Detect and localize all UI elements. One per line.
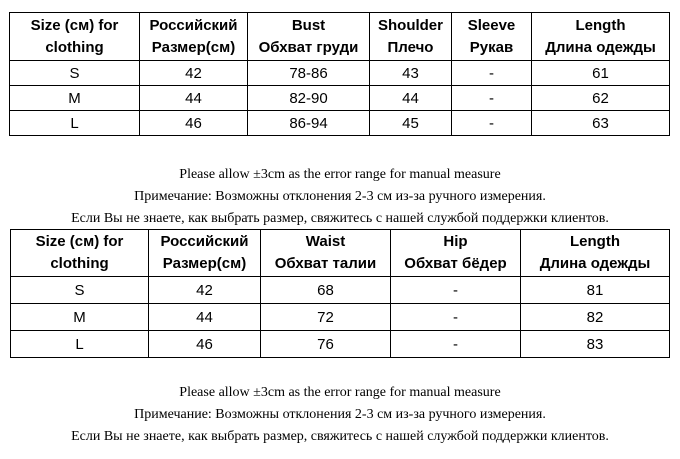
table-cell: 62 [532,86,670,111]
table-cell: S [11,277,149,304]
note-line-russian: Примечание: Возможны отклонения 2-3 см из-за ручного измерения. [134,407,546,422]
table-cell: 82-90 [248,86,370,111]
header-russian-size: Российский Размер(см) [140,13,248,61]
table-header-row [10,13,670,61]
table-cell: 44 [140,86,248,111]
table-cell: 43 [370,61,452,86]
note-line-russian: Примечание: Возможны отклонения 2-3 см из-за ручного измерения. [134,189,546,204]
table-row [10,86,670,111]
note-line-support: Если Вы не знаете, как выбрать размер, свяжитесь с нашей службой поддержки клиентов. [71,211,609,226]
table-cell: 46 [149,331,261,358]
table-cell: 82 [521,304,670,331]
table-cell: 83 [521,331,670,358]
table-cell: 44 [370,86,452,111]
table-row [11,277,670,304]
table-row [11,304,670,331]
header-length: Length Длина одежды [521,230,670,277]
table-cell: - [391,304,521,331]
table-cell: 86-94 [248,111,370,136]
measurement-note-bottom [0,382,680,448]
header-russian-size: Российский Размер(см) [149,230,261,277]
table-cell: 45 [370,111,452,136]
table-cell: 42 [149,277,261,304]
note-line-english: Please allow ±3cm as the error range for manual measure [179,385,501,400]
table-cell: 81 [521,277,670,304]
table-cell: 61 [532,61,670,86]
note-line-english: Please allow ±3cm as the error range for manual measure [179,167,501,182]
table-row [10,111,670,136]
header-shoulder: Shoulder Плечо [370,13,452,61]
table-cell: - [452,86,532,111]
table-cell: M [11,304,149,331]
header-bust: Bust Обхват груди [248,13,370,61]
header-hip: Hip Обхват бёдер [391,230,521,277]
table-cell: - [391,277,521,304]
table-header-row [11,230,670,277]
table-cell: - [452,61,532,86]
note-line-support: Если Вы не знаете, как выбрать размер, свяжитесь с нашей службой поддержки клиентов. [71,429,609,444]
table-cell: 78-86 [248,61,370,86]
table-cell: 42 [140,61,248,86]
size-table-top [9,12,670,136]
size-table-bottom [10,229,670,358]
table-row [11,331,670,358]
table-cell: L [10,111,140,136]
table-cell: 72 [261,304,391,331]
table-cell: - [452,111,532,136]
header-size: Size (см) for clothing [10,13,140,61]
header-waist: Waist Обхват талии [261,230,391,277]
table-cell: 76 [261,331,391,358]
header-length: Length Длина одежды [532,13,670,61]
measurement-note-top [0,164,680,230]
table-row [10,61,670,86]
table-cell: 68 [261,277,391,304]
table-cell: 46 [140,111,248,136]
table-cell: 63 [532,111,670,136]
table-cell: - [391,331,521,358]
table-cell: 44 [149,304,261,331]
table-cell: S [10,61,140,86]
table-cell: L [11,331,149,358]
header-size: Size (см) for clothing [11,230,149,277]
header-sleeve: Sleeve Рукав [452,13,532,61]
table-cell: M [10,86,140,111]
